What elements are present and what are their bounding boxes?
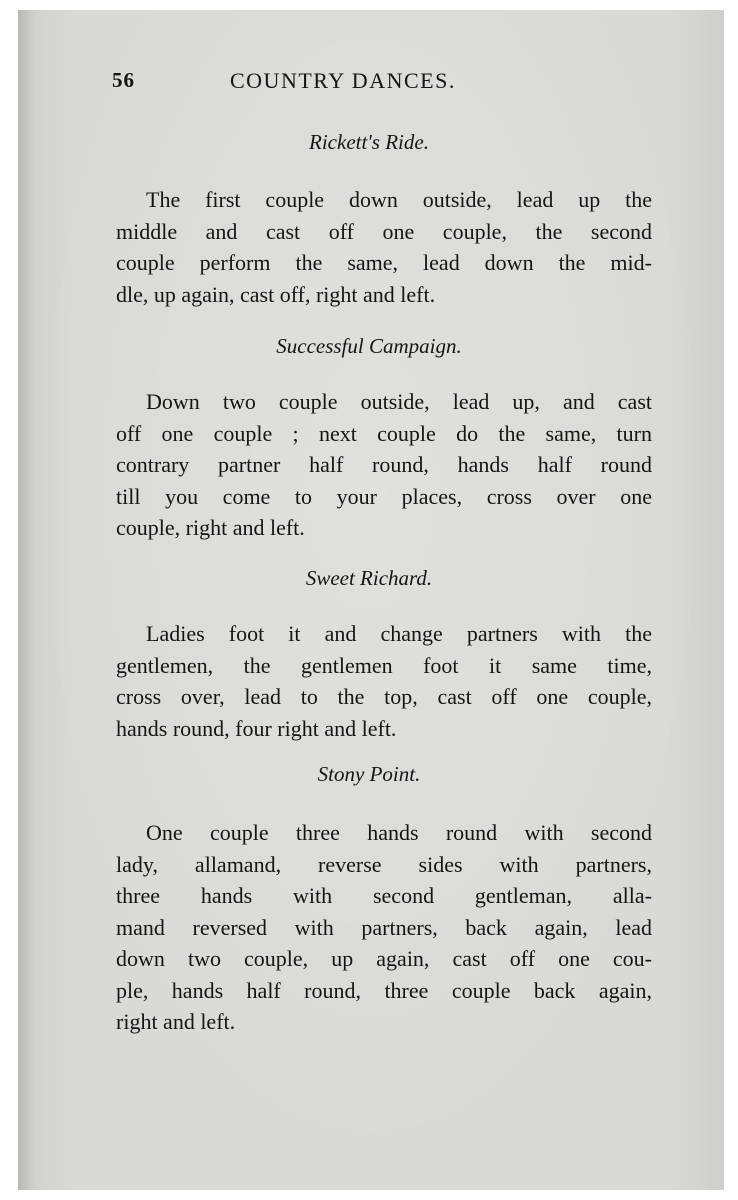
dance-instructions	[116, 184, 652, 310]
text-line: down two couple, up again, cast off one cou-	[116, 946, 652, 971]
page-header	[112, 68, 552, 104]
dance-instructions	[116, 386, 652, 544]
text-line: off one couple ; next couple do the same, turn	[116, 420, 652, 446]
dance-instructions	[116, 618, 652, 744]
dance-title: Rickett's Ride.	[309, 130, 429, 154]
text-line: till you come to your places, cross over one	[116, 483, 652, 509]
text-line: One couple three hands round with second	[146, 820, 652, 845]
text-line: cross over, lead to the top, cast off one couple,	[116, 684, 652, 709]
running-head: COUNTRY DANCES.	[230, 68, 456, 93]
text-line: couple perform the same, lead down the mid-	[116, 250, 652, 275]
dance-instructions	[116, 817, 652, 1038]
text-line: couple, right and left.	[116, 515, 305, 540]
text-line: contrary partner half round, hands half round	[116, 452, 652, 477]
text-line: Ladies foot it and change partners with the	[146, 621, 652, 646]
page-edge-shadow	[18, 10, 36, 1190]
text-line: middle and cast off one couple, the second	[116, 218, 652, 244]
text-line: lady, allamand, reverse sides with partners,	[116, 851, 652, 877]
page-number: 56	[112, 68, 135, 92]
text-line: right and left.	[116, 1009, 236, 1034]
text-line: hands round, four right and left.	[116, 715, 397, 741]
text-line: gentlemen, the gentlemen foot it same time,	[116, 652, 652, 678]
text-line: three hands with second gentleman, alla-	[116, 883, 652, 908]
text-line: The first couple down outside, lead up the	[146, 187, 652, 212]
text-line: ple, hands half round, three couple back again,	[116, 977, 652, 1003]
dance-title: Sweet Richard.	[305, 566, 433, 590]
dance-title: Successful Campaign.	[276, 334, 462, 358]
text-line: mand reversed with partners, back again, lead	[116, 914, 652, 940]
text-line: Down two couple outside, lead up, and cast	[146, 389, 652, 414]
dance-title: Stony Point.	[317, 762, 421, 786]
text-line: dle, up again, cast off, right and left.	[116, 281, 436, 307]
